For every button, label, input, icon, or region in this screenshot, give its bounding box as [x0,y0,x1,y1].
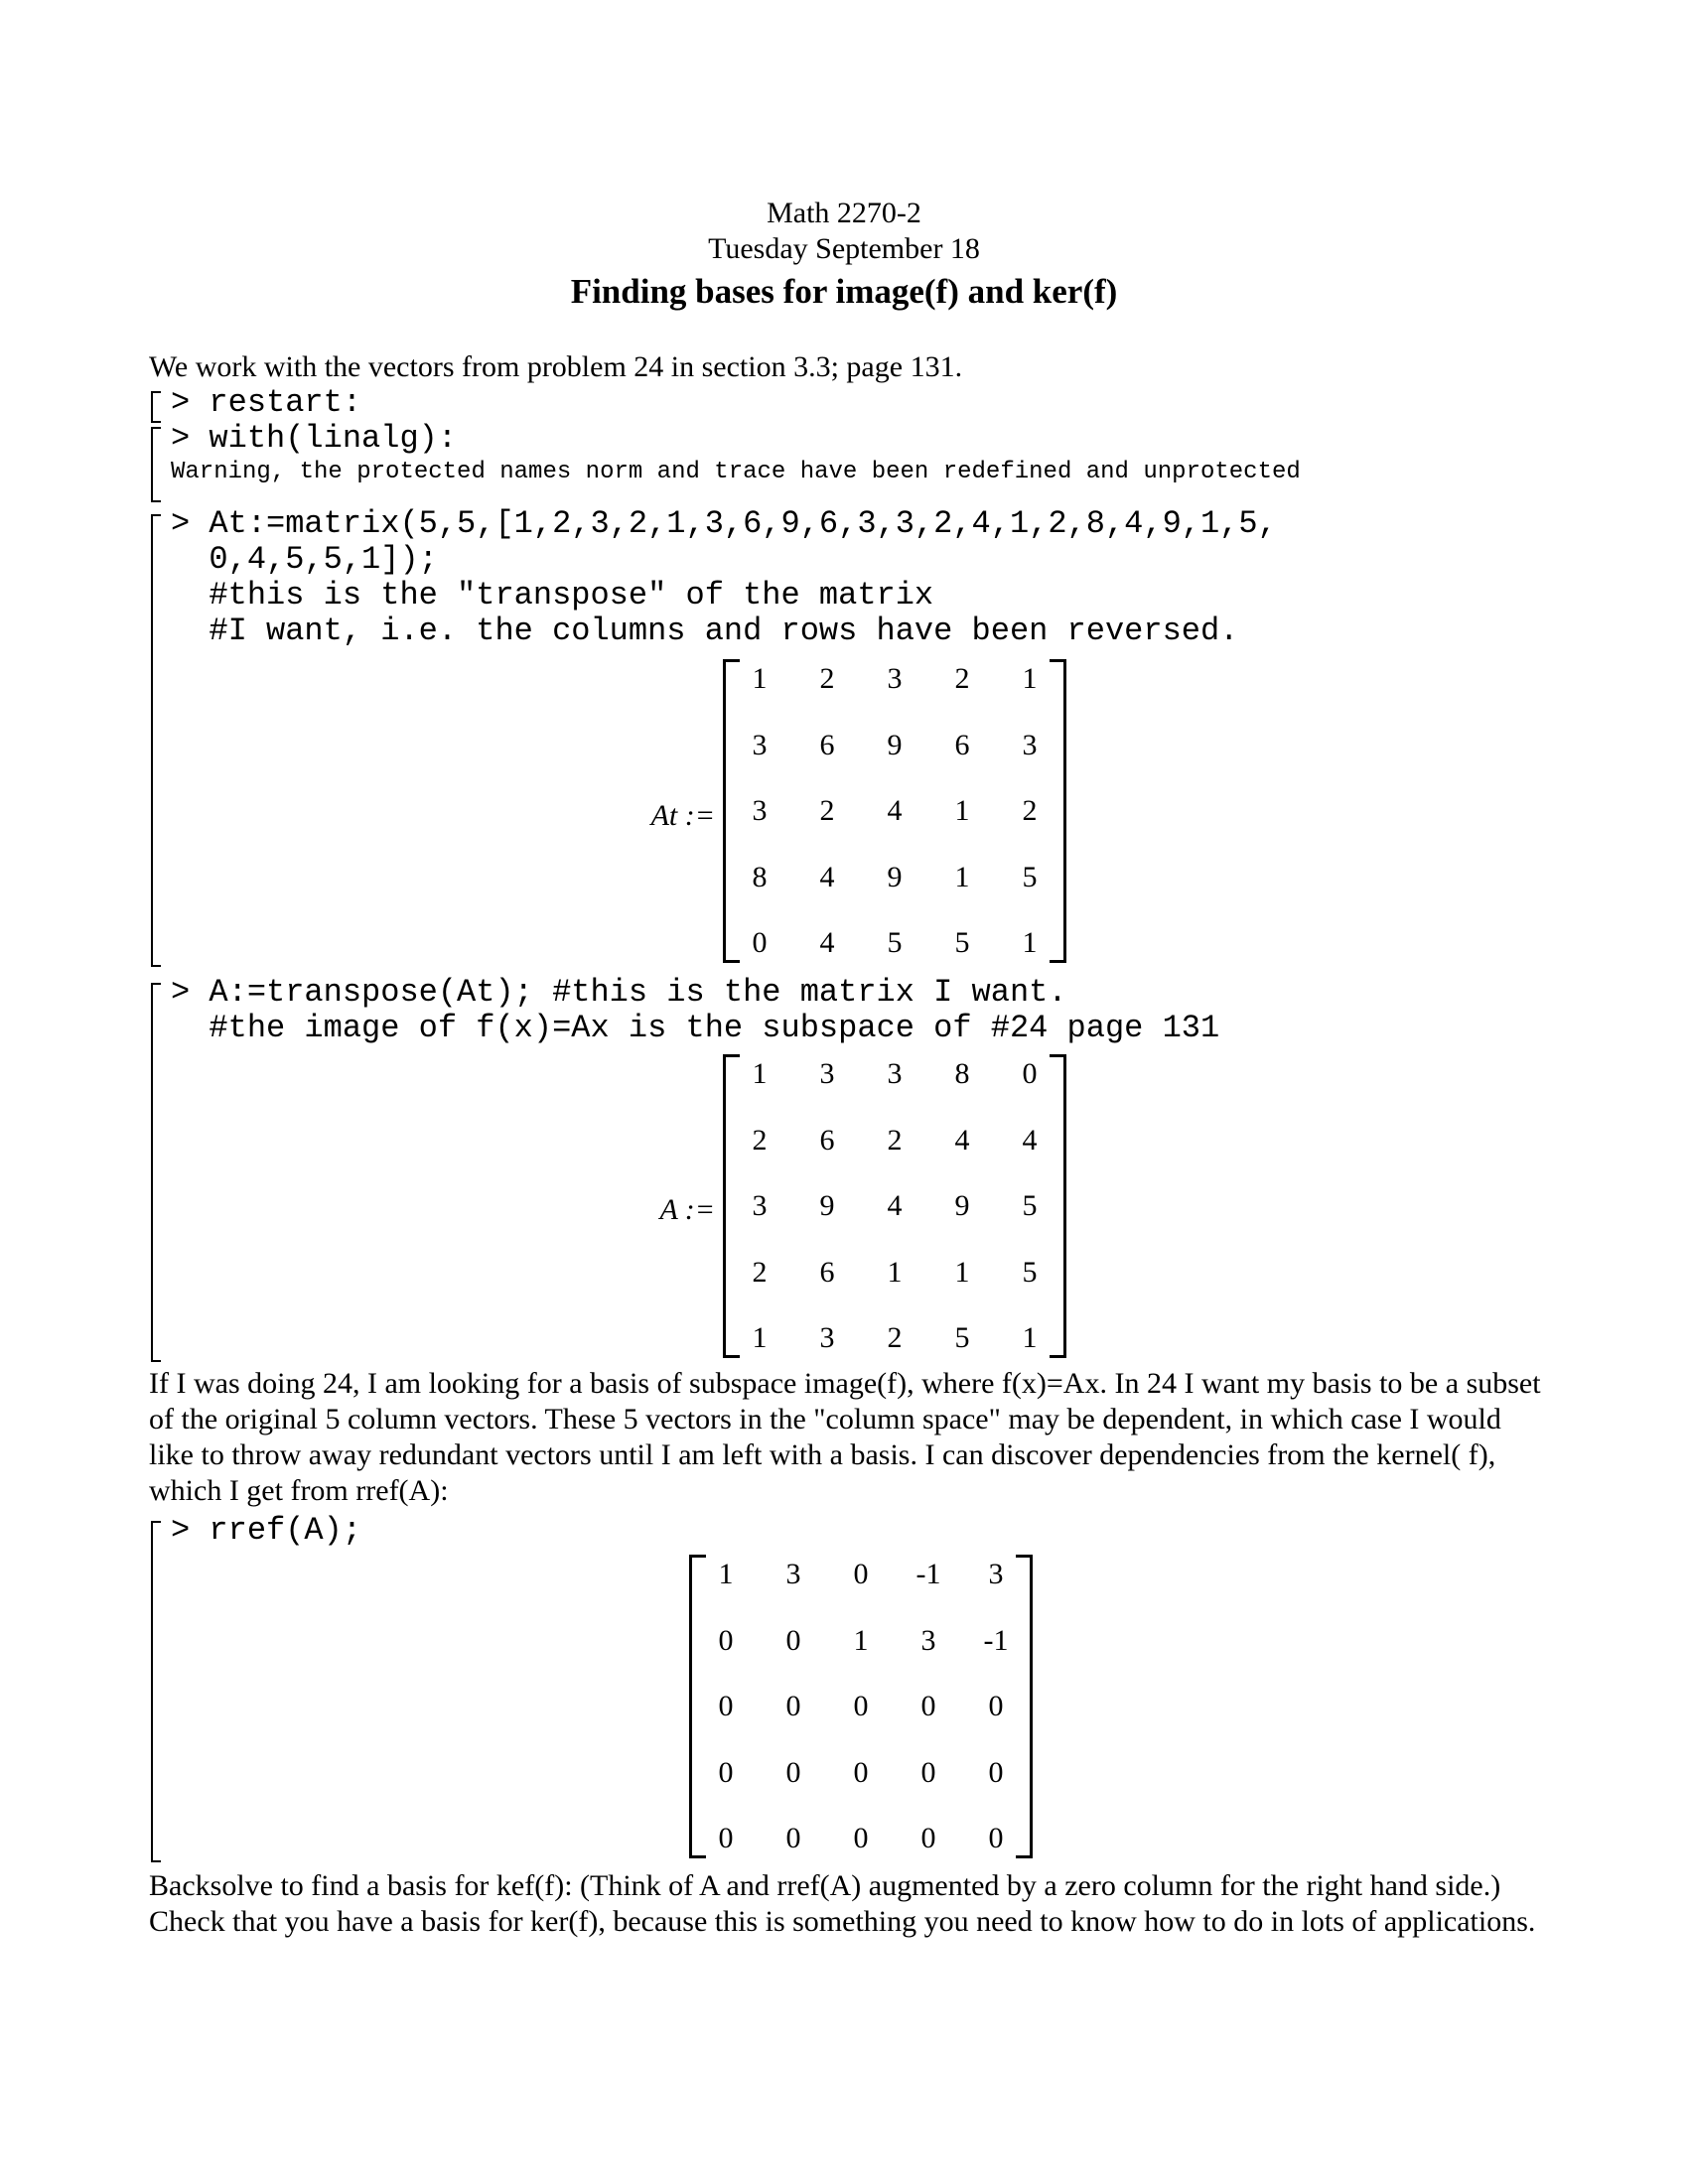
matrix-entry: 6 [819,1255,835,1289]
at-command-line-1[interactable]: > At:=matrix(5,5,[1,2,3,2,1,3,6,9,6,3,3,2,4,1,2,8,4,9,1,5, [171,505,1277,542]
transpose-comment[interactable]: #the image of f(x)=Ax is the subspace of #24 page 131 [171,1010,1220,1046]
matrix-entry: 2 [887,1321,903,1354]
matrix-entry: 6 [819,728,835,761]
matrix-entry: 3 [1022,728,1038,761]
matrix-entry: 1 [752,662,768,695]
matrix-entry: 2 [819,662,835,695]
matrix-entry: 1 [1022,662,1038,695]
at-matrix-label: At := [650,799,715,832]
matrix-row [692,1753,1030,1793]
at-command-line-2[interactable]: 0,4,5,5,1]); [171,541,438,578]
matrix-entry: 0 [718,1822,734,1854]
matrix-entry: 0 [785,1623,801,1657]
matrix-entry: 5 [887,926,903,959]
matrix-entry: 0 [853,1755,869,1789]
matrix-row [726,1253,1063,1293]
matrix-entry: 0 [920,1755,936,1789]
matrix-entry: 2 [954,662,970,695]
matrix-entry: 0 [853,1822,869,1854]
matrix-entry: 4 [819,926,835,959]
matrix-entry: 0 [785,1822,801,1854]
matrix-entry: 2 [1022,794,1038,827]
matrix-entry: 0 [920,1690,936,1722]
at-comment-line-1[interactable]: #this is the "transpose" of the matrix [171,577,934,614]
matrix-entry: 3 [819,1057,835,1090]
matrix-entry: 1 [752,1057,768,1090]
execution-group-bracket [151,1521,161,1862]
matrix-entry: 0 [988,1822,1004,1854]
matrix-row [726,791,1063,831]
matrix-entry: 1 [954,860,970,893]
matrix-row [726,1054,1063,1094]
lecture-date: Tuesday September 18 [708,232,980,265]
matrix-entry: 3 [752,794,768,827]
at-comment-line-2[interactable]: #I want, i.e. the columns and rows have been reversed. [171,613,1239,649]
matrix-row [726,1121,1063,1160]
matrix-entry: 9 [819,1189,835,1222]
matrix-entry: 3 [887,1057,903,1090]
matrix-entry: 1 [718,1558,734,1590]
matrix-entry: 3 [752,1189,768,1222]
matrix-entry: 3 [785,1558,801,1590]
matrix-entry: 5 [954,926,970,959]
rref-command[interactable]: > rref(A); [171,1512,362,1549]
matrix-entry: 3 [920,1623,936,1657]
image-basis-paragraph: If I was doing 24, I am looking for a basis of subspace image(f), where f(x)=Ax. In 24 I want my basis to be a subset of the original 5 column vectors. These 5 vectors in the "column space" may be dependent, in which case I would like to throw away redundant vectors until I am left with a basis. I can discover dependencies from the kernel( f), which I get from rref(A): [149,1367,1541,1507]
page-title: Finding bases for image(f) and ker(f) [570,272,1118,311]
matrix-entry: 1 [954,794,970,827]
course-number: Math 2270-2 [767,197,921,229]
matrix-entry: 4 [1022,1123,1038,1157]
matrix-entry: 1 [1022,1321,1038,1354]
kernel-paragraph: Backsolve to find a basis for kef(f): (Think of A and rref(A) augmented by a zero column for the right hand side.) Check that you have a basis for ker(f), because this is something you need to know how to do in lots of applications. [149,1869,1536,1938]
warning-output: Warning, the protected names norm and trace have been redefined and unprotected [171,459,1301,485]
matrix-row [692,1621,1030,1661]
matrix-entry: 0 [718,1690,734,1722]
execution-group-bracket [151,391,161,423]
with-linalg-command[interactable]: > with(linalg): [171,420,458,457]
matrix-entry: 6 [954,728,970,761]
matrix-entry: 3 [752,728,768,761]
matrix-entry: 5 [1022,860,1038,893]
matrix-entry: 0 [785,1755,801,1789]
restart-command[interactable]: > restart: [171,384,362,421]
matrix-row [692,1555,1030,1594]
matrix-entry: 5 [1022,1189,1038,1222]
matrix-entry: 0 [785,1690,801,1722]
matrix-row [726,858,1063,897]
matrix-entry: 4 [954,1123,970,1157]
matrix-row [692,1687,1030,1726]
matrix-entry: 1 [853,1623,869,1657]
a-matrix [723,1054,1066,1358]
matrix-row [726,659,1063,699]
matrix-entry: 0 [853,1558,869,1590]
matrix-entry: 9 [887,728,903,761]
matrix-entry: 8 [752,860,768,893]
matrix-entry: 2 [887,1123,903,1157]
matrix-entry: 3 [819,1321,835,1354]
matrix-entry: 6 [819,1123,835,1157]
matrix-entry: 5 [954,1321,970,1354]
execution-group-bracket [151,427,161,502]
matrix-row [726,1186,1063,1226]
matrix-entry: 2 [752,1255,768,1289]
matrix-entry: 0 [1022,1057,1038,1090]
matrix-entry: -1 [915,1558,941,1590]
matrix-row [726,726,1063,765]
matrix-entry: 9 [954,1189,970,1222]
execution-group-bracket [151,514,161,967]
matrix-entry: 3 [887,662,903,695]
matrix-row [726,923,1063,963]
matrix-entry: 0 [752,926,768,959]
matrix-entry: 4 [887,794,903,827]
transpose-command[interactable]: > A:=transpose(At); #this is the matrix I want. [171,974,1067,1011]
matrix-entry: 0 [853,1690,869,1722]
matrix-entry: 9 [887,860,903,893]
matrix-entry: 1 [887,1255,903,1289]
rref-matrix [689,1555,1033,1858]
matrix-entry: 4 [887,1189,903,1222]
matrix-entry: 0 [718,1623,734,1657]
matrix-entry: 1 [752,1321,768,1354]
matrix-row [692,1819,1030,1858]
matrix-entry: 1 [1022,926,1038,959]
a-matrix-label: A := [659,1193,715,1226]
matrix-entry: 0 [988,1690,1004,1722]
matrix-entry: 3 [988,1558,1004,1590]
execution-group-bracket [151,983,161,1362]
matrix-entry: 0 [988,1755,1004,1789]
matrix-entry: 4 [819,860,835,893]
matrix-entry: 2 [752,1123,768,1157]
matrix-entry: 2 [819,794,835,827]
intro-text: We work with the vectors from problem 24 in section 3.3; page 131. [149,350,963,383]
matrix-entry: 1 [954,1255,970,1289]
matrix-entry: 0 [920,1822,936,1854]
matrix-entry: -1 [983,1623,1009,1657]
at-matrix [723,659,1066,963]
matrix-entry: 8 [954,1057,970,1090]
matrix-row [726,1318,1063,1358]
matrix-entry: 5 [1022,1255,1038,1289]
matrix-entry: 0 [718,1755,734,1789]
